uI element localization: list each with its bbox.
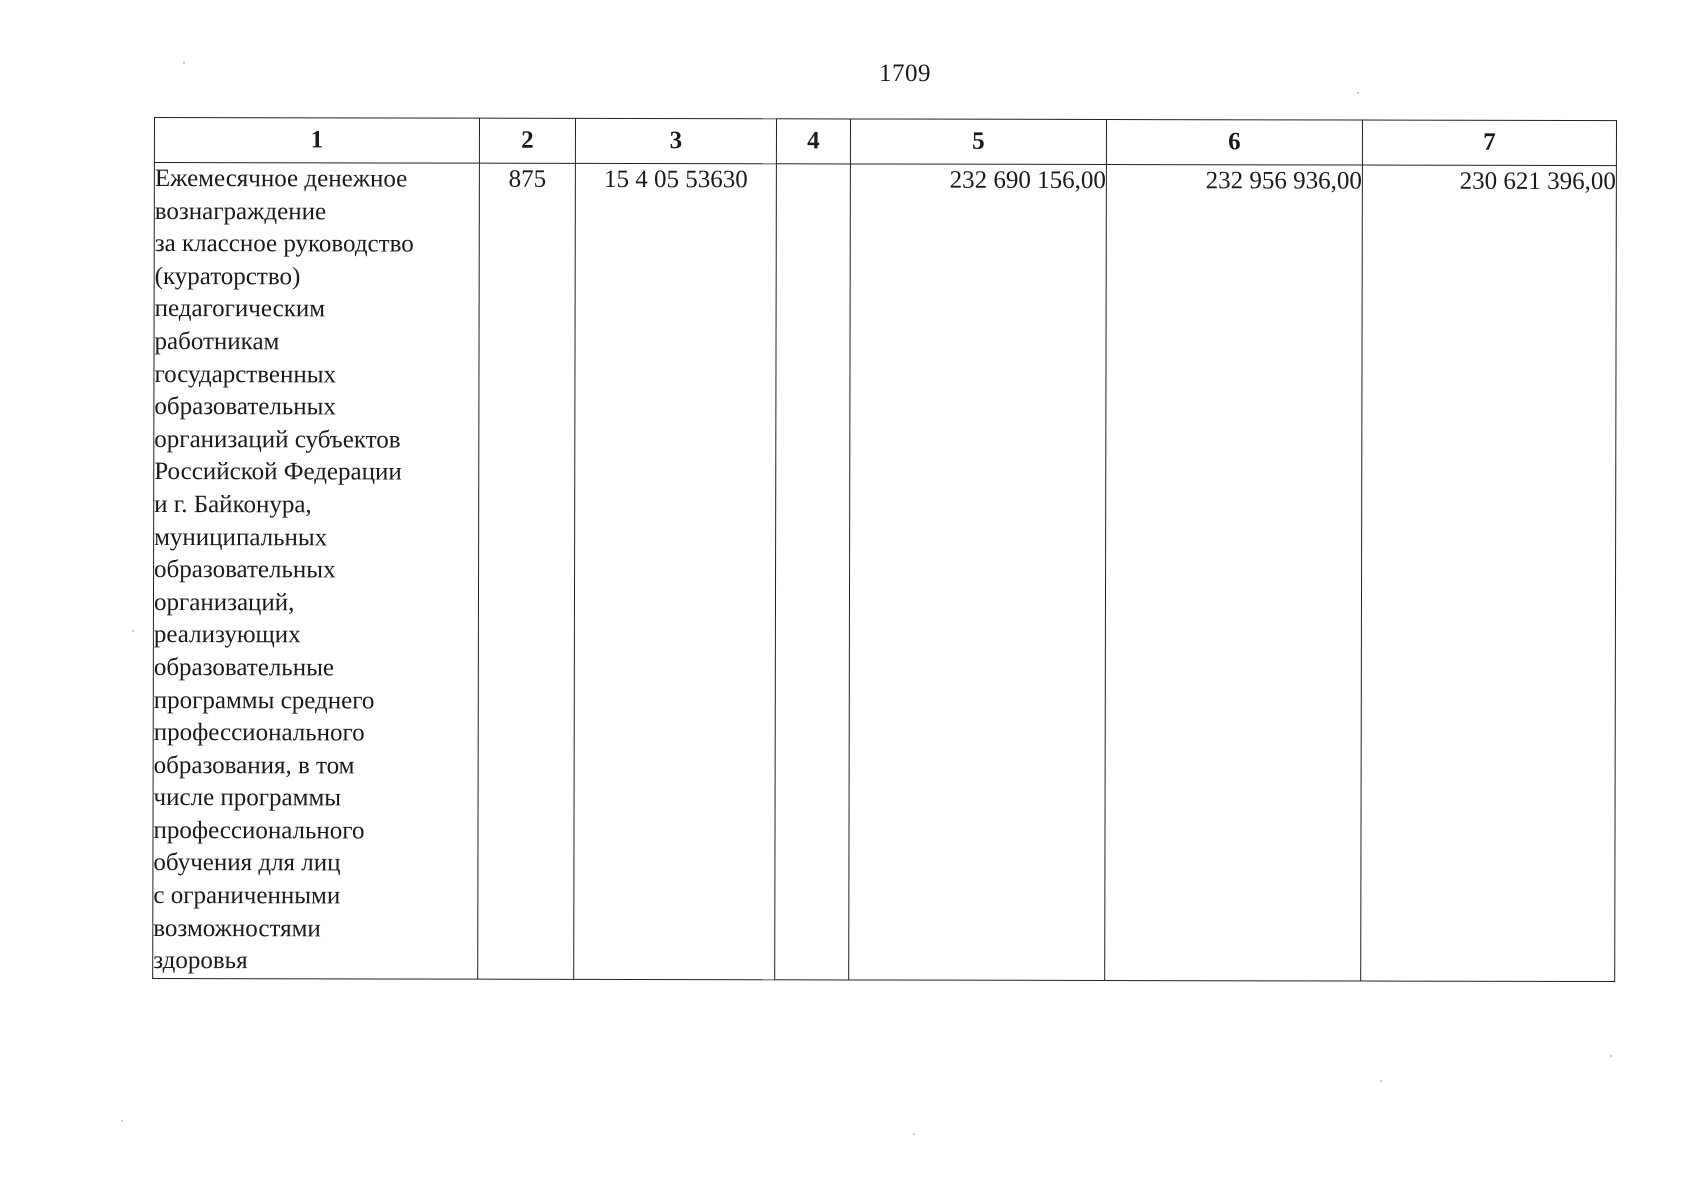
amount-col-6-cell: 232 956 936,00	[1105, 164, 1363, 980]
description-line: вознаграждение	[154, 197, 327, 225]
description-line: образовательных	[154, 556, 336, 584]
header-row	[154, 118, 1616, 166]
description-line: обучения для лиц	[153, 849, 341, 877]
scan-speck	[121, 1120, 123, 1122]
header-col-4: 4	[776, 119, 850, 164]
scan-speck	[183, 62, 185, 64]
vr-code-cell	[775, 164, 851, 980]
description-line: образовательные	[153, 653, 335, 682]
description-line: образовательных	[154, 393, 336, 421]
csr-code-cell: 15 4 05 53630	[574, 163, 777, 979]
header-col-1: 1	[154, 118, 479, 164]
table-row	[153, 163, 1617, 982]
description-line: работникам	[154, 327, 280, 356]
description-line: возможностями	[153, 914, 321, 943]
description-line: Ежемесячное денежное	[154, 165, 408, 193]
header-col-5: 5	[850, 119, 1106, 165]
description-line: числе программы	[153, 784, 342, 812]
scan-speck	[1610, 1055, 1612, 1057]
header-col-6: 6	[1106, 119, 1362, 165]
description-line: муниципальных	[154, 523, 328, 551]
amount-col-7-cell: 230 621 396,00	[1361, 165, 1617, 981]
description-line: и г. Байконура,	[154, 490, 312, 519]
header-col-2: 2	[479, 118, 575, 163]
description-line: организаций,	[153, 588, 295, 617]
description-line: реализующих	[153, 621, 301, 649]
description-line: с ограниченными	[153, 882, 341, 910]
budget-table	[152, 117, 1617, 982]
description-line: профессионального	[153, 816, 365, 845]
scan-speck	[1357, 92, 1359, 94]
description-line: Российской Федерации	[154, 458, 402, 486]
ministry-code-cell: 875	[478, 163, 576, 979]
description-line: государственных	[154, 360, 337, 388]
description-line: педагогическим	[154, 295, 326, 323]
description-line: организаций субъектов	[154, 425, 401, 454]
description-line: образования, в том	[153, 751, 355, 780]
description-line: за классное руководство	[154, 230, 414, 258]
description-line: программы среднего	[153, 686, 375, 714]
scan-speck	[1380, 1080, 1382, 1082]
amount-col-5-cell: 232 690 156,00	[849, 164, 1107, 980]
header-col-7: 7	[1362, 120, 1616, 166]
description-line: (кураторство)	[154, 262, 301, 291]
scan-speck	[132, 630, 134, 632]
page-number: 1709	[879, 60, 931, 87]
description-cell	[153, 163, 480, 980]
scan-speck	[913, 1133, 915, 1135]
description-line: профессионального	[153, 719, 365, 747]
header-col-3: 3	[575, 118, 776, 163]
description-line: здоровья	[153, 947, 248, 975]
